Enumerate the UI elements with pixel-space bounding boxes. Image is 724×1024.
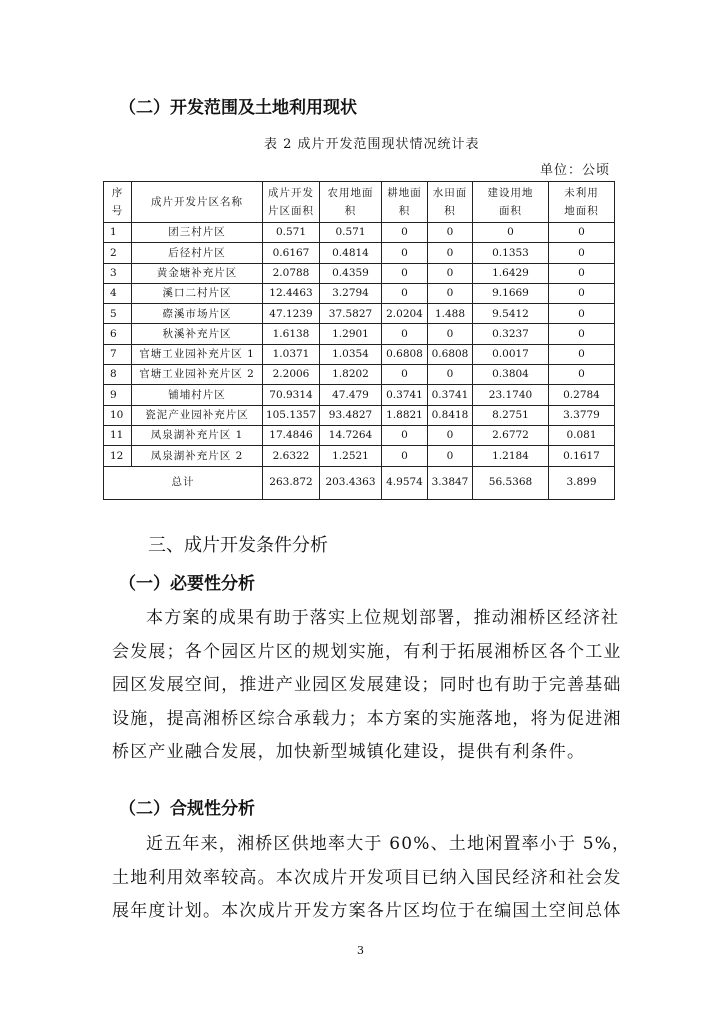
value-cell: 2.2006: [263, 365, 320, 385]
table-row: [104, 344, 615, 364]
value-cell: 0: [428, 425, 473, 445]
row-index-cell: 1: [104, 223, 132, 243]
value-cell: 0.8418: [428, 405, 473, 425]
value-cell: 17.4846: [263, 425, 320, 445]
column-header-text: 水田面: [432, 187, 468, 199]
value-cell: 0: [428, 283, 473, 303]
total-row: [104, 466, 615, 499]
unit-label: 单位：公顷: [540, 163, 611, 178]
table-row: [104, 243, 615, 263]
column-header-text: 地面积: [564, 205, 599, 217]
column-header-text: 积: [398, 205, 411, 217]
total-value-cell: 3.3847: [428, 466, 473, 499]
value-cell: 0: [428, 365, 473, 385]
value-cell: 0: [549, 365, 615, 385]
paragraph-line: 展年度计划。本次成片开发方案各片区均位于在编国土空间总体: [112, 901, 622, 921]
sub-heading-necessity: （一）必要性分析: [119, 574, 255, 594]
value-cell: 12.4463: [263, 283, 320, 303]
value-cell: 0.1617: [549, 446, 615, 466]
paragraph-line: 园区发展空间，推进产业园区发展建设；同时也有助于完善基础: [112, 675, 622, 695]
value-cell: 1.2521: [320, 446, 382, 466]
value-cell: 70.9314: [263, 385, 320, 405]
row-index-cell: 10: [104, 405, 132, 425]
table-row: [104, 385, 615, 405]
row-index-cell: 8: [104, 365, 132, 385]
value-cell: 0: [549, 263, 615, 283]
table-row: [104, 425, 615, 445]
table-caption: 表 2 成片开发范围现状情况统计表: [264, 137, 480, 152]
row-index-cell: 3: [104, 263, 132, 283]
area-name-cell: 磜溪市场片区: [132, 304, 263, 324]
sub-heading-compliance: （二）合规性分析: [119, 799, 255, 819]
value-cell: 0.0017: [473, 344, 549, 364]
column-header-text: 耕地面: [387, 187, 422, 199]
value-cell: 0.6167: [263, 243, 320, 263]
value-cell: 0: [549, 324, 615, 344]
value-cell: 0.3741: [428, 385, 473, 405]
value-cell: 47.1239: [263, 304, 320, 324]
value-cell: 0: [428, 324, 473, 344]
total-label-cell: 总计: [104, 466, 263, 499]
value-cell: 0: [473, 223, 549, 243]
table-header-row: [104, 182, 615, 223]
value-cell: 1.8202: [320, 365, 382, 385]
value-cell: 0.3237: [473, 324, 549, 344]
value-cell: 1.2901: [320, 324, 382, 344]
value-cell: 47.479: [320, 385, 382, 405]
row-index-cell: 11: [104, 425, 132, 445]
value-cell: 0: [382, 446, 428, 466]
column-header-text: 片区面积: [268, 205, 314, 217]
area-name-cell: 瓷泥产业园补充片区: [132, 405, 263, 425]
total-value-cell: 203.4363: [320, 466, 382, 499]
column-header-text: 积: [444, 205, 456, 217]
table-row: [104, 304, 615, 324]
value-cell: 1.2184: [473, 446, 549, 466]
column-header-text: 积: [344, 205, 357, 217]
row-index-cell: 5: [104, 304, 132, 324]
area-name-cell: 铺埔村片区: [132, 385, 263, 405]
value-cell: 1.0371: [263, 344, 320, 364]
paragraph-line: 会发展；各个园区片区的规划实施，有利于拓展湘桥区各个工业: [112, 641, 622, 662]
table-row: [104, 365, 615, 385]
column-header: [320, 182, 382, 223]
value-cell: 8.2751: [473, 405, 549, 425]
value-cell: 0: [382, 365, 428, 385]
row-index-cell: 12: [104, 446, 132, 466]
column-header-text: 农用地面: [327, 187, 374, 199]
area-name-cell: 秋溪补充片区: [132, 324, 263, 344]
value-cell: 0: [428, 243, 473, 263]
area-name-cell: 官塘工业园补充片区 2: [132, 365, 263, 385]
value-cell: 0.6808: [428, 344, 473, 364]
total-value-cell: 263.872: [263, 466, 320, 499]
value-cell: 1.6138: [263, 324, 320, 344]
total-value-cell: 3.899: [549, 466, 615, 499]
value-cell: 0.6808: [382, 344, 428, 364]
value-cell: 2.0788: [263, 263, 320, 283]
value-cell: 105.1357: [263, 405, 320, 425]
column-header-text: 成片开发: [268, 187, 314, 199]
column-header-text: 建设用地: [487, 187, 534, 199]
value-cell: 93.4827: [320, 405, 382, 425]
column-header-text: 未利用: [564, 187, 599, 199]
column-header: [428, 182, 473, 223]
column-header-text: 成片开发片区名称: [151, 196, 243, 208]
value-cell: 0.4814: [320, 243, 382, 263]
area-name-cell: 后径村片区: [132, 243, 263, 263]
paragraph-line: 土地利用效率较高。本次成片开发项目已纳入国民经济和社会发: [112, 867, 622, 888]
column-header: [473, 182, 549, 223]
value-cell: 0.1353: [473, 243, 549, 263]
total-value-cell: 4.9574: [382, 466, 428, 499]
row-index-cell: 6: [104, 324, 132, 344]
value-cell: 9.1669: [473, 283, 549, 303]
column-header: [104, 182, 132, 223]
paragraph-line: 设施，提高湘桥区综合承载力；本方案的实施落地，将为促进湘: [112, 708, 622, 729]
value-cell: 1.8821: [382, 405, 428, 425]
column-header-text: 序: [111, 187, 124, 199]
table-row: [104, 324, 615, 344]
paragraph-line: 本方案的成果有助于落实上位规划部署，推动湘桥区经济社: [146, 608, 620, 628]
value-cell: 23.1740: [473, 385, 549, 405]
value-cell: 14.7264: [320, 425, 382, 445]
value-cell: 1.0354: [320, 344, 382, 364]
area-name-cell: 溪口二村片区: [132, 283, 263, 303]
value-cell: 3.3779: [549, 405, 615, 425]
value-cell: 1.6429: [473, 263, 549, 283]
area-name-cell: 团三村片区: [132, 223, 263, 243]
value-cell: 0: [428, 263, 473, 283]
value-cell: 0: [549, 283, 615, 303]
value-cell: 0: [382, 324, 428, 344]
page-number: 3: [357, 944, 364, 957]
column-header: [263, 182, 320, 223]
paragraph-line: 桥区产业融合发展，加快新型城镇化建设，提供有利条件。: [112, 742, 586, 762]
total-value-cell: 56.5368: [473, 466, 549, 499]
section-heading: （二）开发范围及土地利用现状: [119, 98, 357, 118]
value-cell: 0: [382, 425, 428, 445]
value-cell: 0.3804: [473, 365, 549, 385]
area-name-cell: 官塘工业园补充片区 1: [132, 344, 263, 364]
value-cell: 0: [428, 223, 473, 243]
value-cell: 2.0204: [382, 304, 428, 324]
table-row: [104, 283, 615, 303]
column-header: [132, 182, 263, 223]
table-row: [104, 405, 615, 425]
table-row: [104, 223, 615, 243]
value-cell: 0.2784: [549, 385, 615, 405]
row-index-cell: 2: [104, 243, 132, 263]
value-cell: 0: [382, 223, 428, 243]
area-name-cell: 黄金塘补充片区: [132, 263, 263, 283]
value-cell: 0.571: [263, 223, 320, 243]
table-row: [104, 446, 615, 466]
table-row: [104, 263, 615, 283]
value-cell: 2.6322: [263, 446, 320, 466]
value-cell: 0: [549, 223, 615, 243]
value-cell: 0.3741: [382, 385, 428, 405]
column-header: [382, 182, 428, 223]
value-cell: 0: [382, 283, 428, 303]
area-name-cell: 凤泉湖补充片区 2: [132, 446, 263, 466]
row-index-cell: 4: [104, 283, 132, 303]
value-cell: 0: [549, 304, 615, 324]
row-index-cell: 9: [104, 385, 132, 405]
paragraph-necessity: [112, 602, 622, 770]
chapter-heading: 三、成片开发条件分析: [148, 535, 328, 556]
row-index-cell: 7: [104, 344, 132, 364]
value-cell: 0.4359: [320, 263, 382, 283]
column-header: [549, 182, 615, 223]
area-name-cell: 凤泉湖补充片区 1: [132, 425, 263, 445]
status-table: [103, 181, 615, 500]
value-cell: 0.571: [320, 223, 382, 243]
value-cell: 0.081: [549, 425, 615, 445]
paragraph-compliance: [112, 828, 631, 929]
value-cell: 0: [549, 344, 615, 364]
value-cell: 9.5412: [473, 304, 549, 324]
value-cell: 0: [382, 263, 428, 283]
paragraph-line: 近五年来，湘桥区供地率大于 60%、土地闲置率小于 5%，: [146, 834, 631, 854]
value-cell: 1.488: [428, 304, 473, 324]
column-header-text: 号: [111, 205, 124, 217]
column-header-text: 面积: [499, 205, 522, 217]
value-cell: 37.5827: [320, 304, 382, 324]
value-cell: 0: [382, 243, 428, 263]
value-cell: 3.2794: [320, 283, 382, 303]
value-cell: 2.6772: [473, 425, 549, 445]
value-cell: 0: [428, 446, 473, 466]
value-cell: 0: [549, 243, 615, 263]
